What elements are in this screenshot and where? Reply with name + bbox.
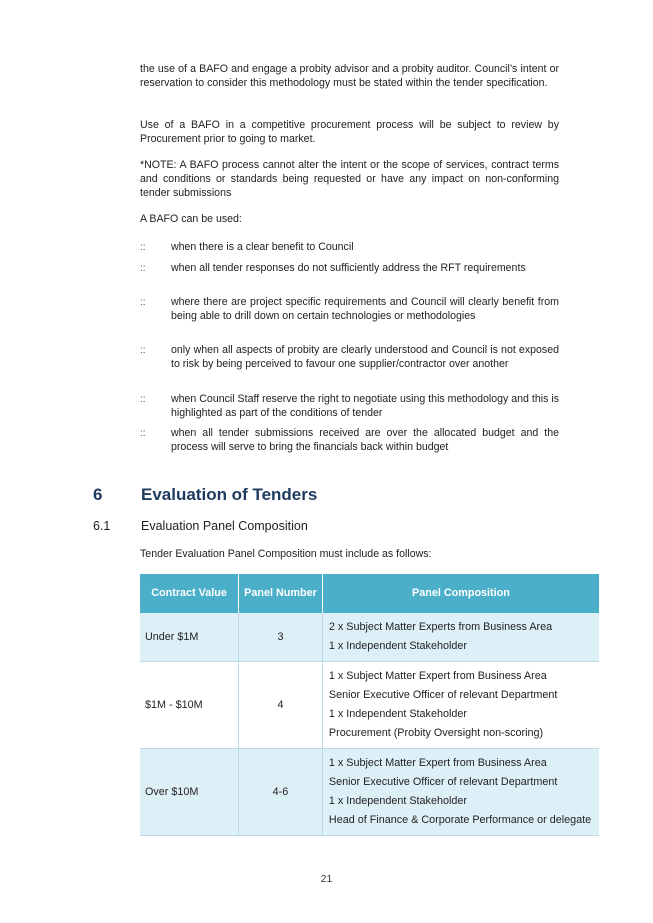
composition-line: 1 x Independent Stakeholder xyxy=(328,795,467,807)
header-panel-number: Panel Number xyxy=(239,574,323,613)
header-panel-composition: Panel Composition xyxy=(322,574,599,613)
table-row xyxy=(140,749,599,836)
bullet-text: when all tender responses do not sufficiently address the RFT requirements xyxy=(171,262,526,274)
composition-line: 1 x Independent Stakeholder xyxy=(328,708,467,720)
paragraph-bafo-review: Use of a BAFO in a competitive procurement process will be subject to review by Procurement prior to going to market. xyxy=(140,119,559,145)
composition-line: Procurement (Probity Oversight non-scoring) xyxy=(328,727,544,739)
subsection-title: Evaluation Panel Composition xyxy=(141,519,308,533)
bullet-marker: :: xyxy=(140,394,146,405)
panel-composition-cell xyxy=(322,662,599,749)
bullet-marker: :: xyxy=(140,263,146,274)
paragraph-bafo-note: *NOTE: A BAFO process cannot alter the intent or the scope of services, contract terms and conditions or standards being requested or have any impact on non-conforming tender submissions xyxy=(140,159,559,199)
subsection-number: 6.1 xyxy=(93,519,111,533)
bullet-text: when there is a clear benefit to Council xyxy=(171,241,354,253)
bullet-text: only when all aspects of probity are clearly understood and Council is not exposed to risk by being perceived to favour one supplier/contractor over another xyxy=(171,344,559,370)
contract-value-cell: Under $1M xyxy=(140,613,239,662)
composition-line: 1 x Subject Matter Expert from Business Area xyxy=(328,757,547,769)
bullet-marker: :: xyxy=(140,345,146,356)
table-row xyxy=(140,613,599,662)
paragraph-bafo-usage-intro: A BAFO can be used: xyxy=(140,213,242,225)
bullet-text: when all tender submissions received are over the allocated budget and the process will serve to bring the financials back within budget xyxy=(171,427,559,453)
table-intro: Tender Evaluation Panel Composition must include as follows: xyxy=(140,548,432,560)
bullet-text: when Council Staff reserve the right to negotiate using this methodology and this is highlighted as part of the conditions of tender xyxy=(171,393,559,419)
section-title: Evaluation of Tenders xyxy=(141,485,318,504)
contract-value-cell: $1M - $10M xyxy=(140,662,239,749)
header-contract-value: Contract Value xyxy=(140,574,239,613)
composition-line: Senior Executive Officer of relevant Department xyxy=(328,689,558,701)
bullet-marker: :: xyxy=(140,428,146,439)
bullet-marker: :: xyxy=(140,297,146,308)
panel-number-cell: 3 xyxy=(239,613,323,662)
composition-line: 1 x Independent Stakeholder xyxy=(328,640,467,652)
composition-line: Senior Executive Officer of relevant Department xyxy=(328,776,558,788)
section-number: 6 xyxy=(93,485,103,504)
bullet-marker: :: xyxy=(140,242,146,253)
panel-composition-table xyxy=(140,574,599,836)
contract-value-cell: Over $10M xyxy=(140,749,239,836)
bullet-text: where there are project specific requirements and Council will clearly benefit from being able to drill down on certain technologies or methodologies xyxy=(171,296,559,322)
panel-composition-cell xyxy=(322,749,599,836)
panel-number-cell: 4-6 xyxy=(239,749,323,836)
composition-line: 1 x Subject Matter Expert from Business Area xyxy=(328,670,547,682)
paragraph-bafo-probity: the use of a BAFO and engage a probity advisor and a probity auditor. Council’s intent or reservation to consider this methodology must be stated within the tender specification. xyxy=(140,63,559,89)
composition-line: Head of Finance & Corporate Performance or delegate xyxy=(328,814,592,826)
table-row xyxy=(140,662,599,749)
composition-line: 2 x Subject Matter Experts from Business Area xyxy=(328,621,553,633)
page-number: 21 xyxy=(320,873,333,885)
panel-number-cell: 4 xyxy=(239,662,323,749)
panel-composition-cell xyxy=(322,613,599,662)
